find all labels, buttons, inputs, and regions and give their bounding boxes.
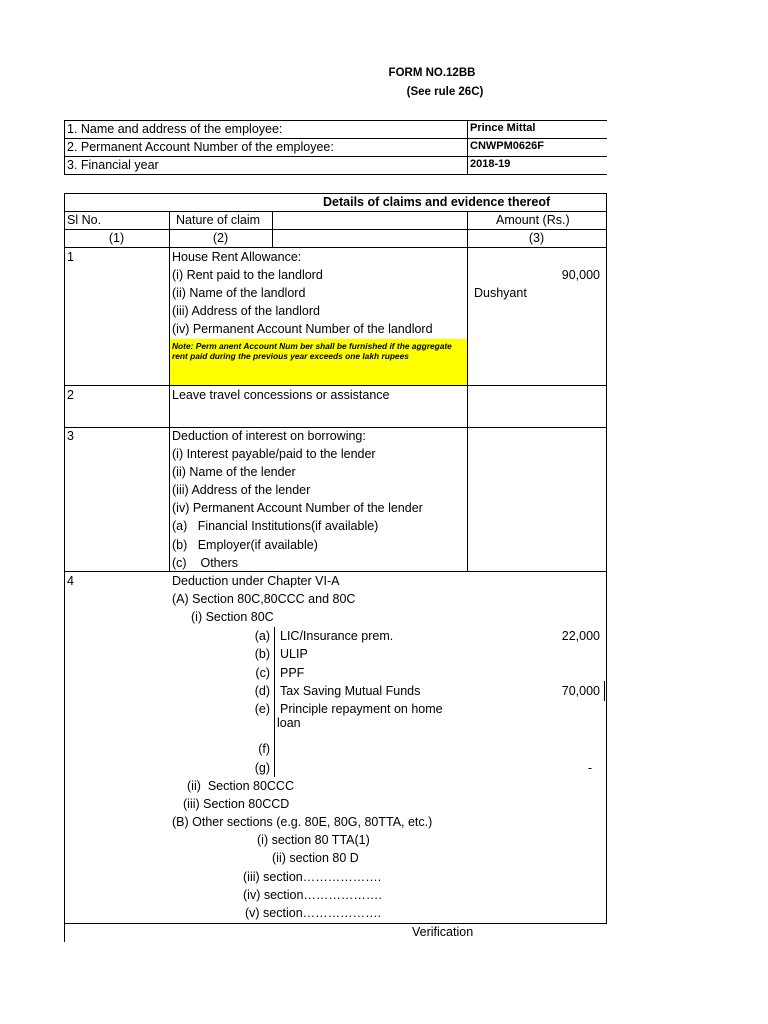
s4-item-amount: 70,000 — [561, 684, 600, 698]
s4-section-80ccd: (iii) Section 80CCD — [183, 797, 290, 811]
s3-title: Deduction of interest on borrowing: — [172, 429, 366, 443]
s1-landlord-name-value: Dushyant — [474, 286, 527, 300]
s1-rent-amount: 90,000 — [561, 268, 600, 282]
s1-rent-label: (i) Rent paid to the landlord — [172, 268, 323, 282]
col-num-3: (3) — [528, 231, 545, 245]
s4-title: Deduction under Chapter VI-A — [172, 574, 340, 588]
s4-section-iii: (iii) section………………. — [243, 870, 382, 884]
s4-item-letter: (a) — [254, 629, 270, 643]
s4-item-label: LIC/Insurance prem. — [280, 629, 394, 643]
col-num-2: (2) — [212, 231, 229, 245]
s4-section-v: (v) section………………. — [245, 906, 382, 920]
col-nature-header: Nature of claim — [176, 213, 261, 227]
s4-item-letter: (f) — [258, 742, 270, 756]
s4-item-letter: (b) — [254, 647, 270, 661]
s3-lender-name-label: (ii) Name of the lender — [172, 465, 296, 479]
s1-number: 1 — [67, 250, 74, 264]
s4-item-label: ULIP — [280, 647, 308, 661]
s4-number: 4 — [67, 574, 74, 588]
s4-section-B: (B) Other sections (e.g. 80E, 80G, 80TTA, etc.) — [172, 815, 433, 829]
s4-section-iv: (iv) section………………. — [243, 888, 382, 902]
s3-lender-address-label: (iii) Address of the lender — [172, 483, 311, 497]
s4-item-amount: - — [587, 761, 592, 775]
s4-section-80tta: (i) section 80 TTA(1) — [257, 833, 370, 847]
employee-name-value: Prince Mittal — [470, 122, 536, 134]
s3-financial-institutions: (a) Financial Institutions(if available) — [172, 519, 379, 533]
col-sl-header: Sl No. — [67, 213, 102, 227]
s1-landlord-name-label: (ii) Name of the landlord — [172, 286, 306, 300]
employee-pan-value: CNWPM0626F — [470, 140, 544, 152]
s1-title: House Rent Allowance: — [172, 250, 302, 264]
form-title: FORM NO.12BB — [388, 67, 476, 79]
financial-year-label: 3. Financial year — [67, 158, 159, 172]
col-num-1: (1) — [108, 231, 125, 245]
s4-item-label: PPF — [280, 666, 305, 680]
form-subtitle: (See rule 26C) — [406, 86, 484, 98]
claims-heading: Details of claims and evidence thereof — [323, 195, 551, 209]
s1-landlord-pan-label: (iv) Permanent Account Number of the landlord — [172, 322, 433, 336]
s1-landlord-address-label: (iii) Address of the landlord — [172, 304, 320, 318]
s1-note: Note: Perm anent Account Num ber shall be furnished if the aggregate rent paid during the previous year exceeds one lakh rupees — [170, 339, 467, 385]
s3-others: (c) Others — [172, 556, 238, 570]
s4-item-label: Principle repayment on home — [280, 702, 443, 716]
s4-section-80c: (i) Section 80C — [191, 610, 274, 624]
s4-item-letter: (c) — [255, 666, 270, 680]
s4-section-80d: (ii) section 80 D — [272, 851, 359, 865]
s2-number: 2 — [67, 388, 74, 402]
s4-section-A: (A) Section 80C,80CCC and 80C — [172, 592, 356, 606]
s4-item-letter: (d) — [254, 684, 270, 698]
s4-item-label: Tax Saving Mutual Funds — [280, 684, 421, 698]
s3-employer: (b) Employer(if available) — [172, 538, 318, 552]
s4-item-label-continued: loan — [277, 716, 301, 730]
s2-title: Leave travel concessions or assistance — [172, 388, 390, 402]
s3-number: 3 — [67, 429, 74, 443]
s3-interest-label: (i) Interest payable/paid to the lender — [172, 447, 376, 461]
s4-item-letter: (e) — [254, 702, 270, 716]
s3-lender-pan-label: (iv) Permanent Account Number of the lender — [172, 501, 423, 515]
col-amount-header: Amount (Rs.) — [496, 213, 570, 227]
verification-heading: Verification — [412, 925, 474, 939]
s4-section-80ccc: (ii) Section 80CCC — [187, 779, 294, 793]
employee-pan-label: 2. Permanent Account Number of the employee: — [67, 140, 334, 154]
s4-item-amount: 22,000 — [561, 629, 600, 643]
employee-name-label: 1. Name and address of the employee: — [67, 122, 283, 136]
financial-year-value: 2018-19 — [470, 158, 511, 170]
s4-item-letter: (g) — [254, 761, 270, 775]
